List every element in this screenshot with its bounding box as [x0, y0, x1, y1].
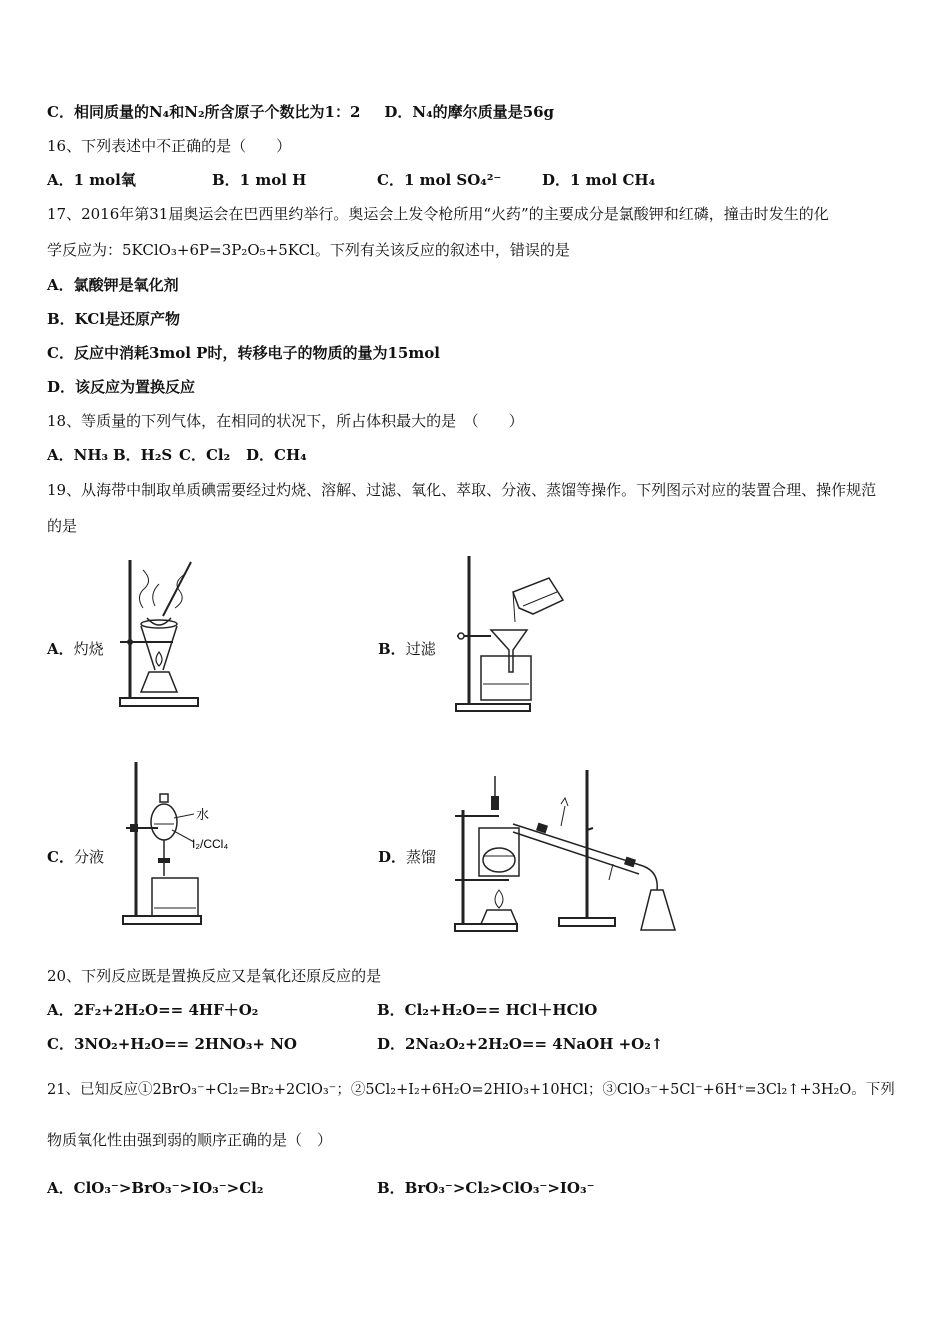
q15-options-line [47, 102, 554, 122]
q18-option-c: C．Cl₂ [179, 446, 231, 464]
figure-d-letter: D． [378, 848, 407, 866]
q15-option-d: N₄的摩尔质量是56g [412, 103, 555, 121]
figure-b-letter: B． [378, 640, 406, 658]
q18-option-b: B．H₂S [113, 446, 173, 464]
figure-a-label [47, 638, 104, 659]
figure-d-distillation-apparatus [453, 770, 681, 936]
q15-option-d-letter: D． [384, 103, 413, 121]
q20-stem: 20、下列反应既是置换反应又是氧化还原反应的是 [47, 967, 382, 985]
q19-stem-line2: 的是 [47, 517, 78, 535]
funnel-iodine-label: I₂/CCl₄ [192, 837, 229, 851]
q21-option-b: B．BrO₃⁻>Cl₂>ClO₃⁻>IO₃⁻ [377, 1179, 595, 1197]
figure-b-filtration-apparatus [453, 556, 573, 714]
funnel-water-label: 水 [196, 807, 210, 822]
q16-option-b: B．1 mol H [212, 171, 307, 189]
q15-option-c-letter: C． [47, 103, 74, 121]
q18-option-a: A．NH₃ [47, 446, 109, 464]
q20-option-a: A．2F₂+2H₂O== 4HF＋O₂ [47, 1001, 259, 1019]
q17-option-b: B．KCl是还原产物 [47, 310, 180, 328]
q21-option-a: A．ClO₃⁻>BrO₃⁻>IO₃⁻>Cl₂ [47, 1179, 264, 1197]
q16-stem: 16、下列表述中不正确的是（ ） [47, 137, 292, 155]
q17-option-a: A．氯酸钾是氧化剂 [47, 276, 179, 294]
q15-option-c: 相同质量的N₄和N₂所含原子个数比为1：2 [73, 103, 361, 121]
q16-option-c: C．1 mol SO₄²⁻ [377, 171, 502, 189]
q21-stem-line2: 物质氧化性由强到弱的顺序正确的是（ ） [47, 1131, 333, 1149]
figure-c-letter: C． [47, 848, 74, 866]
q17-option-c: C．反应中消耗3mol P时，转移电子的物质的量为15mol [47, 344, 440, 362]
figure-c-label [47, 846, 104, 867]
q16-option-d: D．1 mol CH₄ [542, 171, 656, 189]
q18-option-d: D．CH₄ [246, 446, 307, 464]
figure-c-separation-apparatus [120, 762, 240, 928]
figure-a-burning-apparatus [115, 560, 205, 710]
figure-c-caption: 分液 [73, 848, 104, 866]
figure-b-label [378, 638, 436, 659]
q19-stem-line1: 19、从海带中制取单质碘需要经过灼烧、溶解、过滤、氧化、萃取、分液、蒸馏等操作。下列图示对应的装置合理、操作规范 [47, 481, 877, 499]
figure-d-caption: 蒸馏 [406, 848, 437, 866]
figure-b-caption: 过滤 [405, 640, 436, 658]
figure-d-label [378, 846, 436, 867]
q17-stem-line2: 学反应为：5KClO₃+6P=3P₂O₅+5KCl。下列有关该反应的叙述中，错误的是 [47, 241, 570, 259]
q18-stem: 18、等质量的下列气体，在相同的状况下，所占体积最大的是 （ ） [47, 412, 524, 430]
q20-option-c: C．3NO₂+H₂O== 2HNO₃+ NO [47, 1035, 297, 1053]
q16-option-a: A．1 mol氧 [47, 171, 136, 189]
figure-a-letter: A． [47, 640, 74, 658]
q17-stem-line1: 17、2016年第31届奥运会在巴西里约举行。奥运会上发令枪所用“火药”的主要成分是氯酸钾和红磷，撞击时发生的化 [47, 205, 829, 223]
q17-option-d: D．该反应为置换反应 [47, 378, 196, 396]
figure-a-caption: 灼烧 [73, 640, 104, 658]
q20-option-d: D．2Na₂O₂+2H₂O== 4NaOH +O₂↑ [377, 1035, 664, 1053]
q20-option-b: B．Cl₂+H₂O== HCl＋HClO [377, 1001, 598, 1019]
q21-stem-line1: 21、已知反应①2BrO₃⁻+Cl₂=Br₂+2ClO₃⁻；②5Cl₂+I₂+6H₂O=2HIO₃+10HCl；③ClO₃⁻+5Cl⁻+6H⁺=3Cl₂↑+3H₂O。下列 [47, 1082, 895, 1098]
